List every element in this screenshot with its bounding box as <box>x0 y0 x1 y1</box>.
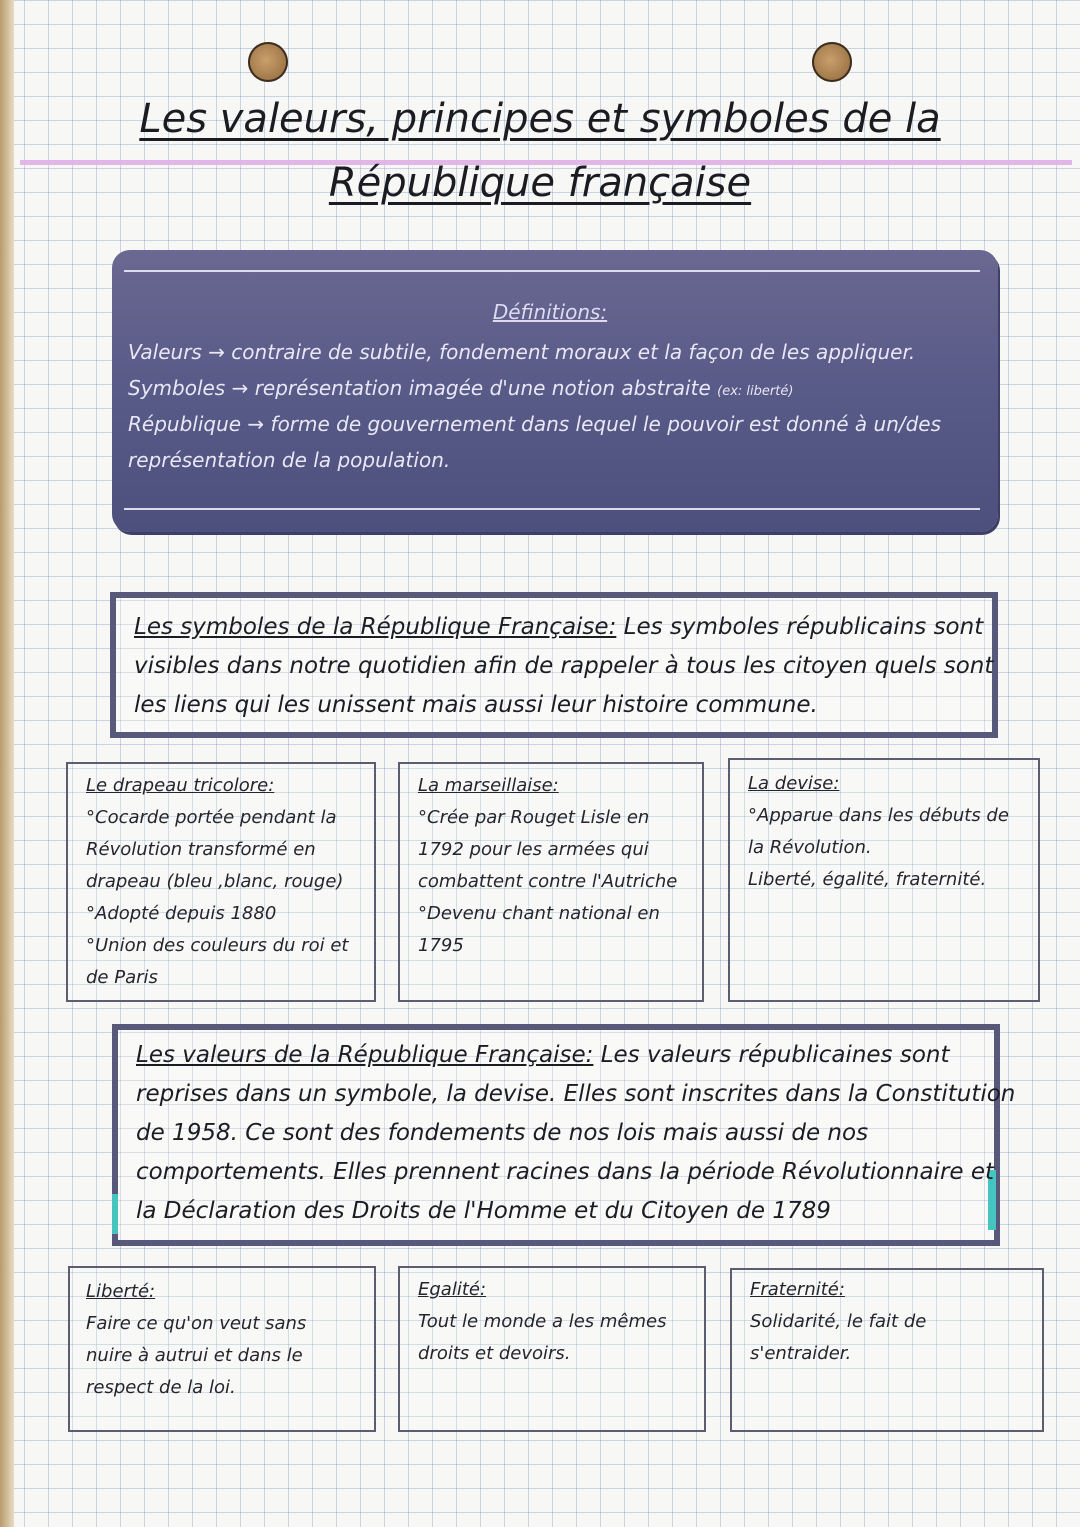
symbols-section-text: Les symboles de la République Française: Les symboles républicains sont visibles dans notre quotidien afin de rappeler à tous les citoyen quels sont les liens qui les unissent mais aussi leur histoire commune. <box>134 614 994 718</box>
definition-republique-cont: représentation de la population. <box>128 448 451 472</box>
value-card-fraternite-text: Fraternité: Solidarité, le fait de s'entraider. <box>750 1274 1040 1370</box>
definition-example-note: (ex: liberté) <box>717 384 794 399</box>
definition-valeurs: Valeurs → contraire de subtile, fondement moraux et la façon de les appliquer. <box>128 340 916 364</box>
page-title-line-1: Les valeurs, principes et symboles de la <box>139 96 941 142</box>
symbol-card-marseillaise-text: La marseillaise: °Crée par Rouget Lisle en 1792 pour les armées qui combattent contre l'Autriche °Devenu chant national en 1795 <box>418 770 708 962</box>
definition-republique: République → forme de gouvernement dans lequel le pouvoir est donné à un/des <box>128 412 942 436</box>
values-section-accent-left <box>112 1194 118 1234</box>
symbol-card-devise-text: La devise: °Apparue dans les débuts de la Révolution. Liberté, égalité, fraternité. <box>748 768 1038 896</box>
value-card-heading: Egalité: <box>418 1279 487 1300</box>
definitions-bottom-rule <box>124 508 980 510</box>
page-title-line-2: République française <box>328 160 752 206</box>
definitions-heading: Définitions: <box>492 300 608 324</box>
punch-hole-right <box>812 42 852 82</box>
symbols-section-heading: Les symboles de la République Française: <box>134 614 617 640</box>
value-card-egalite-text: Egalité: Tout le monde a les mêmes droits et devoirs. <box>418 1274 708 1370</box>
value-card-heading: Fraternité: <box>750 1279 845 1300</box>
value-card-liberte-text: Liberté: Faire ce qu'on veut sans nuire à autrui et dans le respect de la loi. <box>86 1276 376 1404</box>
paper-margin <box>0 0 14 1527</box>
symbol-card-heading: La devise: <box>748 773 840 794</box>
symbol-card-drapeau-text: Le drapeau tricolore: °Cocarde portée pendant la Révolution transformé en drapeau (bleu ,blanc, rouge) °Adopté depuis 1880 °Union des couleurs du roi et de Paris <box>86 770 376 994</box>
values-section-heading: Les valeurs de la République Française: <box>136 1042 594 1068</box>
value-card-heading: Liberté: <box>86 1281 156 1302</box>
values-section-text: Les valeurs de la République Française: Les valeurs républicaines sont reprises dans un symbole, la devise. Elles sont inscrites dans la Constitution de 1958. Ce sont des fondements de nos lois mais aussi de nos comportements. Elles prennent racines dans la période Révolutionnaire et la Déclaration des Droits de l'Homme et du Citoyen de 1789 <box>136 1042 1016 1224</box>
definitions-top-rule <box>124 270 980 272</box>
punch-hole-left <box>248 42 288 82</box>
definition-symboles: Symboles → représentation imagée d'une notion abstraite (ex: liberté) <box>128 376 794 400</box>
symbol-card-heading: La marseillaise: <box>418 775 559 796</box>
symbol-card-heading: Le drapeau tricolore: <box>86 775 275 796</box>
